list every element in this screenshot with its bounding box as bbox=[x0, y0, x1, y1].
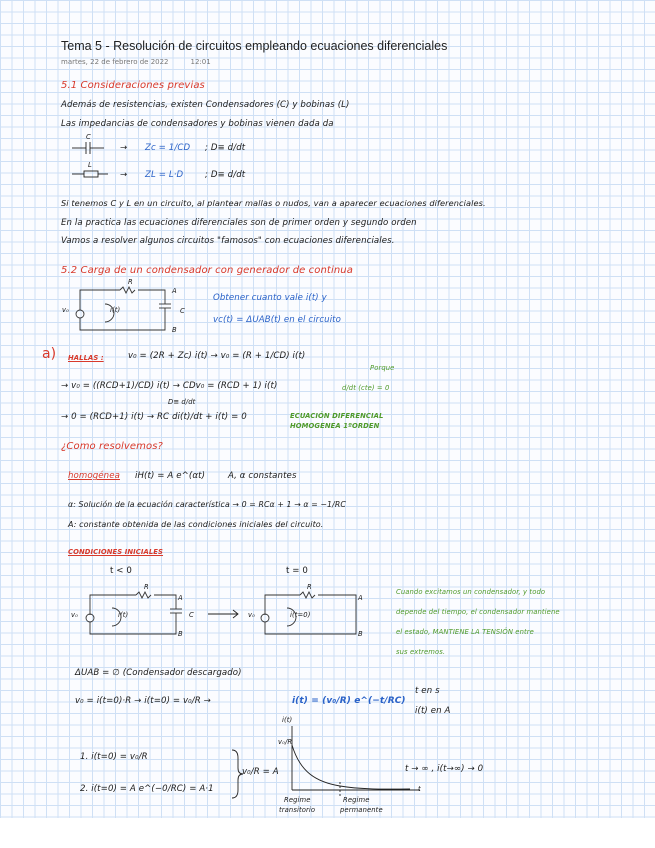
inductor-label: L bbox=[88, 161, 92, 169]
ind-d-def: ; D≡ d/dt bbox=[205, 170, 246, 180]
brace bbox=[232, 750, 243, 798]
circ3-B: B bbox=[358, 630, 363, 638]
circuit-3 bbox=[261, 592, 356, 634]
result-A: v₀/R = A bbox=[242, 767, 279, 777]
part-a-label: a) bbox=[42, 346, 57, 362]
graph-x-label: t bbox=[418, 785, 421, 793]
circ2-v0: v₀ bbox=[71, 611, 78, 619]
arrow-between-circuits bbox=[208, 610, 238, 618]
circuit-1 bbox=[76, 287, 171, 330]
circ1-R: R bbox=[128, 278, 133, 286]
circ1-A: A bbox=[172, 287, 177, 295]
sec1-line2: Las impedancias de condensadores y bobinas vienen dada da bbox=[61, 119, 334, 129]
como-heading: ¿Como resolvemos? bbox=[61, 441, 163, 452]
circ2-R: R bbox=[144, 583, 149, 591]
page-title: Tema 5 - Resolución de circuitos empleando ecuaciones diferenciales bbox=[61, 39, 448, 53]
circ2-A: A bbox=[178, 594, 183, 602]
units-i: i(t) en A bbox=[415, 706, 451, 716]
circuit-2 bbox=[86, 592, 182, 634]
sec1-line4: En la practica las ecuaciones diferenciales son de primer orden y segundo orden bbox=[61, 218, 417, 228]
limit: t → ∞ , i(t→∞) → 0 bbox=[405, 764, 484, 774]
A-line: A: constante obtenida de las condiciones iniciales del circuito. bbox=[68, 520, 324, 529]
circ1-C: C bbox=[180, 307, 185, 315]
graph-y0: v₀/R bbox=[278, 738, 293, 746]
d-def: D≡ d/dt bbox=[168, 398, 196, 406]
sec1-line3: Si tenemos C y L en un circuito, al plantear mallas o nudos, van a aparecer ecuaciones diferenciales. bbox=[61, 198, 486, 208]
eq2: → v₀ = ((RCD+1)/CD) i(t) → CDv₀ = (RCD + 1) i(t) bbox=[61, 381, 278, 391]
circ1-v0: v₀ bbox=[62, 306, 69, 314]
date-text: martes, 22 de febrero de 2022 bbox=[61, 58, 169, 66]
section-5-2-heading: 5.2 Carga de un condensador con generador de continua bbox=[61, 265, 353, 276]
graph-y-label: i(t) bbox=[282, 716, 293, 724]
hallas-label: HALLAS : bbox=[68, 354, 104, 362]
circ2-C: C bbox=[189, 611, 194, 619]
inductor-symbol bbox=[72, 171, 108, 177]
note4: sus extremos. bbox=[396, 648, 446, 656]
cond-1: 1. i(t=0) = v₀/R bbox=[80, 752, 148, 762]
note-porque: Porque bbox=[370, 364, 395, 372]
time-text: 12:01 bbox=[190, 58, 211, 66]
t-before: t < 0 bbox=[110, 566, 133, 576]
regime2b: permanente bbox=[340, 806, 383, 814]
sec1-line1: Además de resistencias, existen Condensadores (C) y bobinas (L) bbox=[61, 100, 350, 110]
circ3-v0: v₀ bbox=[248, 611, 255, 619]
circ2-B: B bbox=[178, 630, 183, 638]
solution: i(t) = (v₀/R) e^(−t/RC) bbox=[292, 696, 406, 706]
circ3-i: i(t=0) bbox=[290, 611, 311, 619]
circ2-i: i(t) bbox=[118, 611, 129, 619]
homog-label: homogénea bbox=[68, 471, 120, 481]
regime1: Regime bbox=[284, 796, 311, 804]
note-cte: d/dt (cte) = 0 bbox=[342, 384, 390, 392]
circ1-i: i(t) bbox=[110, 306, 121, 314]
cap-arrow: → bbox=[120, 143, 128, 153]
cond-heading: CONDICIONES INICIALES bbox=[68, 548, 164, 556]
cap-impedance: Zc = 1/CD bbox=[145, 143, 191, 153]
capacitor-symbol bbox=[72, 142, 104, 154]
goal-line2: vc(t) = ΔUAB(t) en el circuito bbox=[213, 315, 342, 325]
t-zero: t = 0 bbox=[286, 566, 309, 576]
sec1-line5: Vamos a resolver algunos circuitos "famosos" con ecuaciones diferenciales. bbox=[61, 236, 395, 246]
cond-2: 2. i(t=0) = A e^(−0/RC) = A·1 bbox=[80, 784, 214, 794]
goal-line1: Obtener cuanto vale i(t) y bbox=[213, 293, 327, 303]
note1: Cuando excitamos un condensador, y todo bbox=[396, 588, 546, 596]
ind-impedance: ZL = L·D bbox=[145, 170, 184, 180]
decay-graph bbox=[292, 726, 420, 796]
regime1b: transitorio bbox=[279, 806, 316, 814]
circ1-B: B bbox=[172, 326, 177, 334]
note3: el estado, MANTIENE LA TENSIÓN entre bbox=[396, 628, 534, 636]
ind-arrow: → bbox=[120, 170, 128, 180]
regime2: Regime bbox=[343, 796, 370, 804]
cap-d-def: ; D≡ d/dt bbox=[205, 143, 246, 153]
homog-const: A, α constantes bbox=[228, 471, 297, 481]
homog-eq: iH(t) = A e^(αt) bbox=[135, 471, 206, 481]
eq-type-2: HOMOGENEA 1ºORDEN bbox=[290, 422, 380, 430]
circ3-A: A bbox=[358, 594, 363, 602]
eq-type-1: ECUACIÓN DIFERENCIAL bbox=[290, 412, 384, 420]
alpha-line: α: Solución de la ecuación característica → 0 = RCα + 1 → α = −1/RC bbox=[68, 500, 346, 509]
uab-line: ΔUAB = ∅ (Condensador descargado) bbox=[75, 668, 242, 678]
capacitor-label: C bbox=[86, 133, 91, 141]
v0-eq: v₀ = i(t=0)·R → i(t=0) = v₀/R → bbox=[75, 696, 211, 706]
circ3-R: R bbox=[307, 583, 312, 591]
note2: depende del tiempo, el condensador mantiene bbox=[396, 608, 560, 616]
section-5-1-heading: 5.1 Consideraciones previas bbox=[61, 80, 205, 91]
eq3: → 0 = (RCD+1) i(t) → RC di(t)/dt + i(t) = 0 bbox=[61, 412, 247, 422]
units-t: t en s bbox=[415, 686, 440, 696]
eq1: v₀ = (2R + Zc) i(t) → v₀ = (R + 1/CD) i(t) bbox=[128, 351, 306, 361]
